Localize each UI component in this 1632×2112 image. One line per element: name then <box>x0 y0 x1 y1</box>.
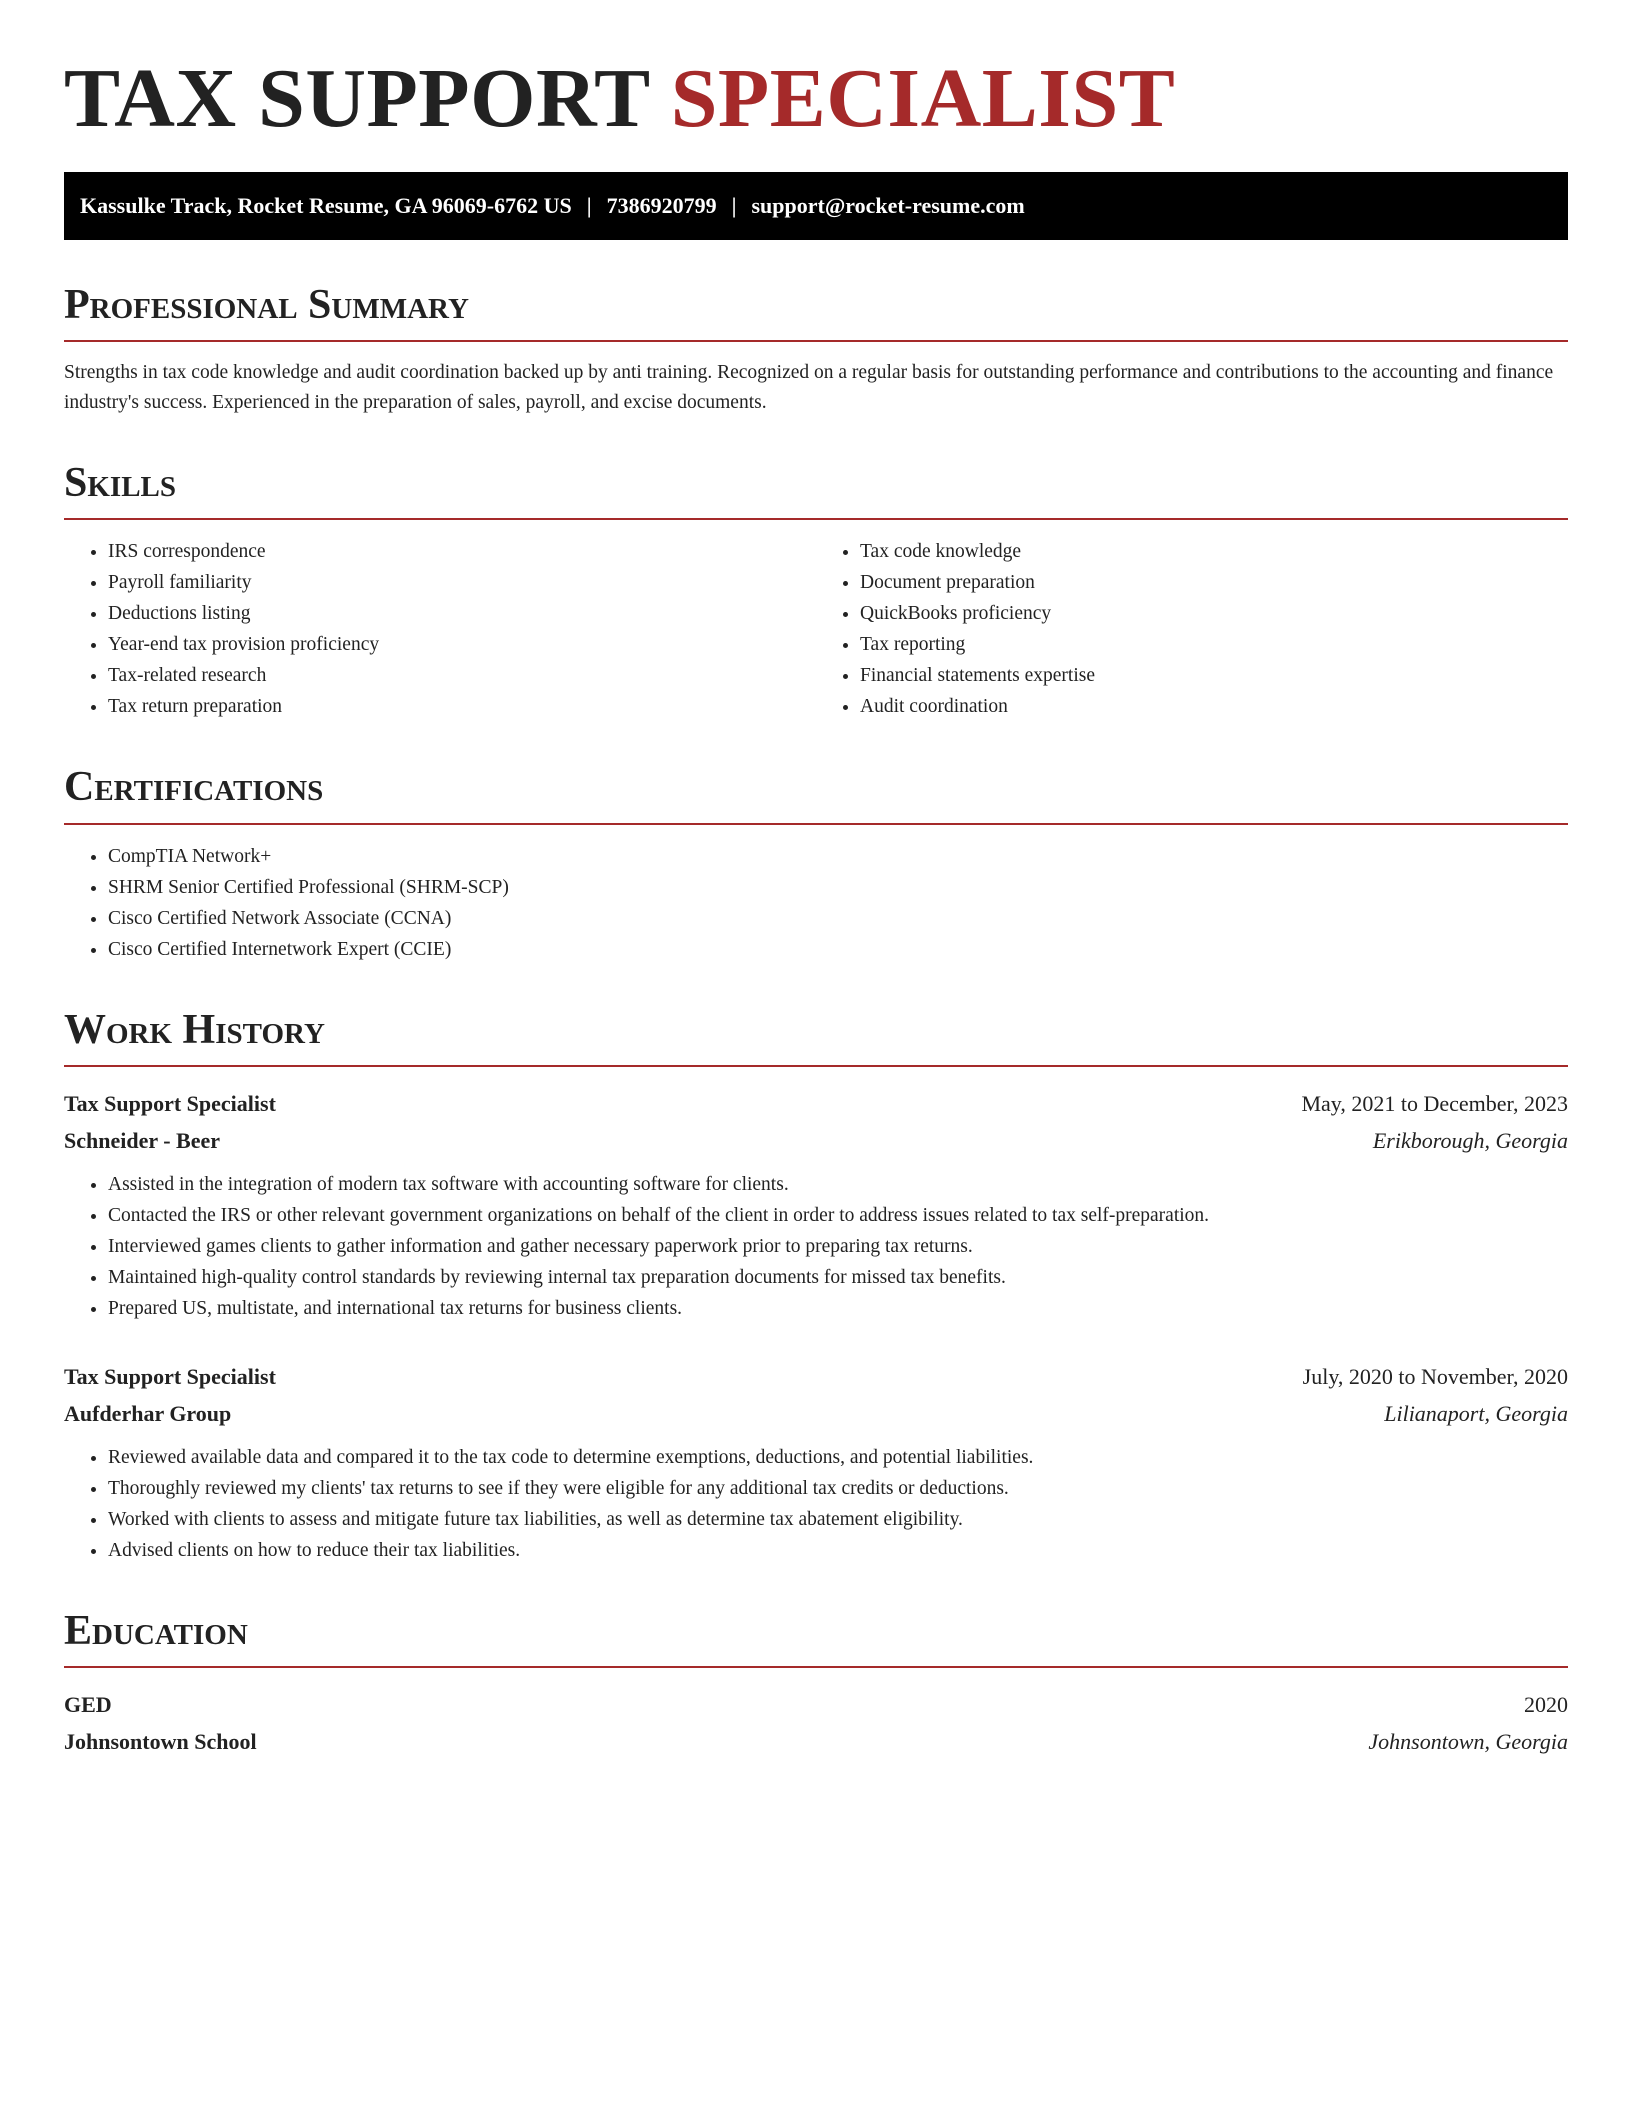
certification-item: • Cisco Certified Internetwork Expert (CCIE) <box>108 934 1568 965</box>
job-duties-list <box>64 1442 1568 1566</box>
contact-email: support@rocket-resume.com <box>751 193 1025 219</box>
job-header-row <box>64 1085 1568 1122</box>
summary-heading: Professional Summary <box>64 282 1568 342</box>
contact-separator: | <box>586 193 592 219</box>
education-degree: GED <box>64 1692 112 1718</box>
job-company-row <box>64 1395 1568 1432</box>
certifications-list <box>64 841 1568 965</box>
skill-item: • Audit coordination <box>860 691 1568 722</box>
job-company: Schneider - Beer <box>64 1127 221 1153</box>
title-accent: SPECIALIST <box>670 52 1176 145</box>
job-duty-item: • Reviewed available data and compared it to the tax code to determine exemptions, deductions, and potential liabilities. <box>108 1442 1568 1473</box>
contact-phone: 7386920799 <box>606 193 717 219</box>
skills-heading: Skills <box>64 460 1568 520</box>
job-duty-item: • Maintained high-quality control standards by reviewing internal tax preparation documents for missed tax benefits. <box>108 1262 1568 1293</box>
certification-item: • SHRM Senior Certified Professional (SHRM-SCP) <box>108 872 1568 903</box>
skills-list-right <box>816 536 1568 722</box>
job-location: Lilianaport, Georgia <box>1384 1400 1568 1426</box>
skill-item: • Deductions listing <box>108 598 816 629</box>
skill-item: • QuickBooks proficiency <box>860 598 1568 629</box>
skill-item: • Tax code knowledge <box>860 536 1568 567</box>
contact-address: Kassulke Track, Rocket Resume, GA 96069-6762 US <box>80 193 572 219</box>
job-header-row <box>64 1358 1568 1395</box>
job-dates: July, 2020 to November, 2020 <box>1302 1363 1568 1389</box>
skill-item: • Tax reporting <box>860 629 1568 660</box>
job-dates: May, 2021 to December, 2023 <box>1301 1090 1568 1116</box>
education-school: Johnsontown School <box>64 1729 257 1755</box>
title-main: TAX SUPPORT <box>64 52 650 145</box>
education-entry <box>64 1686 1568 1760</box>
certification-item: • CompTIA Network+ <box>108 841 1568 872</box>
certifications-heading: Certifications <box>64 764 1568 824</box>
job-company-row <box>64 1122 1568 1159</box>
skill-item: • Tax-related research <box>108 660 816 691</box>
resume-title <box>64 52 1568 146</box>
contact-separator: | <box>731 193 737 219</box>
skill-item: • Tax return preparation <box>108 691 816 722</box>
job-duty-item: • Prepared US, multistate, and international tax returns for business clients. <box>108 1293 1568 1324</box>
job-entry <box>64 1358 1568 1566</box>
job-duty-item: • Interviewed games clients to gather information and gather necessary paperwork prior to preparing tax returns. <box>108 1231 1568 1262</box>
education-location: Johnsontown, Georgia <box>1368 1729 1568 1755</box>
skill-item: • Payroll familiarity <box>108 567 816 598</box>
job-duty-item: • Worked with clients to assess and mitigate future tax liabilities, as well as determine tax abatement eligibility. <box>108 1504 1568 1535</box>
job-duty-item: • Thoroughly reviewed my clients' tax returns to see if they were eligible for any additional tax credits or deductions. <box>108 1473 1568 1504</box>
skill-item: • Financial statements expertise <box>860 660 1568 691</box>
job-location: Erikborough, Georgia <box>1372 1127 1568 1153</box>
job-duty-item: • Assisted in the integration of modern tax software with accounting software for clients. <box>108 1169 1568 1200</box>
education-heading: Education <box>64 1608 1568 1668</box>
job-title: Tax Support Specialist <box>64 1090 276 1116</box>
job-entry <box>64 1085 1568 1324</box>
skill-item: • Document preparation <box>860 567 1568 598</box>
job-duties-list <box>64 1169 1568 1324</box>
skill-item: • Year-end tax provision proficiency <box>108 629 816 660</box>
job-company: Aufderhar Group <box>64 1400 232 1426</box>
certification-item: • Cisco Certified Network Associate (CCNA) <box>108 903 1568 934</box>
work-history-heading: Work History <box>64 1007 1568 1067</box>
education-year: 2020 <box>1524 1692 1568 1718</box>
skills-grid <box>64 536 1568 722</box>
contact-bar <box>64 172 1568 240</box>
skill-item: • IRS correspondence <box>108 536 816 567</box>
summary-text: Strengths in tax code knowledge and audit coordination backed up by anti training. Recognized on a regular basis for outstanding performance and contributions to the accounting and finance industry's success. Experienced in the preparation of sales, payroll, and excise documents. <box>64 362 1554 414</box>
education-school-row <box>64 1723 1568 1760</box>
job-duty-item: • Contacted the IRS or other relevant government organizations on behalf of the client in order to address issues related to tax self-preparation. <box>108 1200 1568 1231</box>
education-degree-row <box>64 1686 1568 1723</box>
skills-list-left <box>64 536 816 722</box>
job-title: Tax Support Specialist <box>64 1363 276 1389</box>
job-duty-item: • Advised clients on how to reduce their tax liabilities. <box>108 1535 1568 1566</box>
